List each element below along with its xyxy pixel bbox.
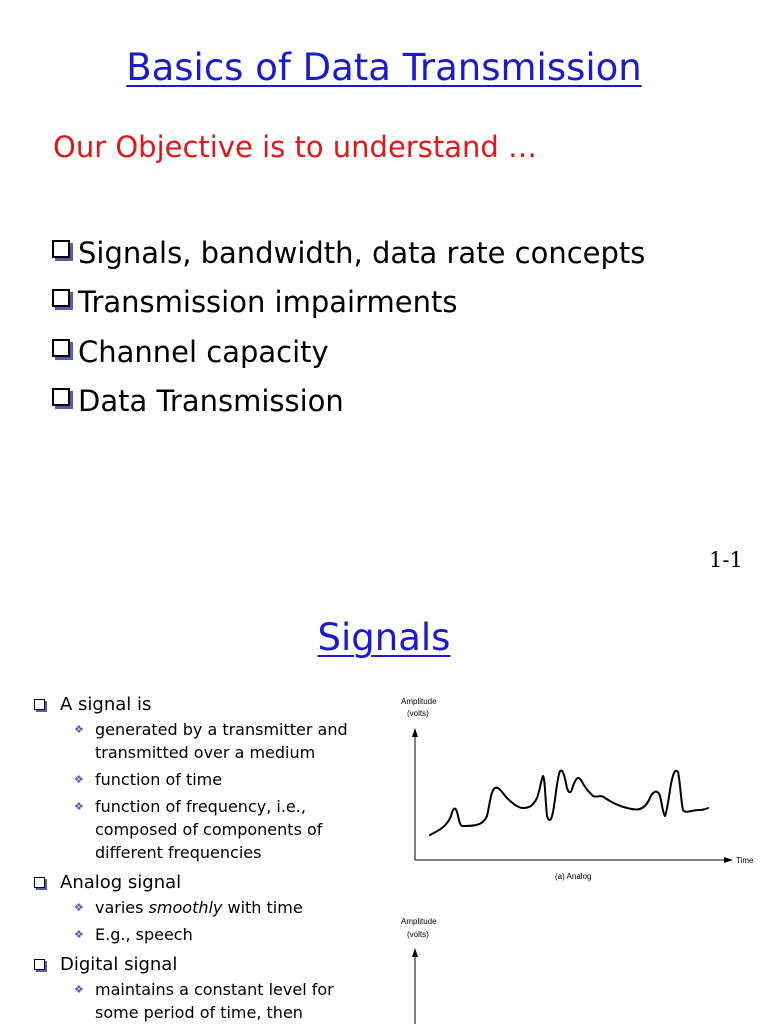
sub-bullet-text: varies	[95, 898, 149, 917]
sub-list-item	[34, 795, 394, 864]
sub-list-item	[34, 718, 394, 764]
diamond-bullet-icon: ❖	[74, 983, 84, 996]
diamond-bullet-icon: ❖	[74, 928, 84, 941]
list-item	[52, 228, 645, 278]
sub-list-item	[34, 896, 394, 919]
sub-list-item	[34, 923, 394, 946]
analog-signal-line	[430, 770, 708, 835]
y-axis-unit: (volts)	[407, 709, 429, 718]
signal-figure	[395, 688, 755, 1024]
emphasis-text: smoothly	[148, 898, 223, 917]
bullet-text: Data Transmission	[78, 384, 344, 419]
list-item	[34, 868, 394, 896]
checkbox-bullet-icon	[52, 240, 70, 258]
slide-title: Signals	[317, 616, 451, 659]
signal-bullets	[34, 690, 394, 1028]
y-axis-arrow-icon	[412, 728, 418, 737]
y-axis-arrow-icon	[412, 948, 418, 957]
x-axis-arrow-icon	[724, 857, 733, 863]
bullet-text: Signals, bandwidth, data rate concepts	[78, 235, 646, 270]
list-item	[52, 278, 645, 328]
x-axis-label: Time	[736, 856, 754, 865]
checkbox-bullet-icon	[52, 289, 70, 307]
list-item	[34, 950, 394, 978]
sub-bullet-text: function of frequency, i.e., composed of components of different frequencies	[95, 797, 323, 862]
slide-title: Basics of Data Transmission	[126, 46, 642, 89]
bullet-text: Digital signal	[60, 953, 178, 975]
diamond-bullet-icon: ❖	[74, 773, 84, 786]
diamond-bullet-icon: ❖	[74, 901, 84, 914]
checkbox-bullet-icon	[52, 388, 70, 406]
y-axis-unit: (volts)	[407, 930, 429, 939]
diamond-bullet-icon: ❖	[74, 723, 84, 736]
list-item	[34, 690, 394, 718]
bullet-text: Transmission impairments	[78, 285, 458, 320]
checkbox-bullet-icon	[34, 959, 45, 970]
sub-bullet-text: maintains a constant level for some period of time, then	[95, 980, 334, 1022]
sub-list-item	[34, 978, 394, 1024]
page-number: 1-1	[709, 548, 743, 572]
sub-bullet-text: generated by a transmitter and transmitted over a medium	[95, 720, 348, 762]
objective-text: Our Objective is to understand …	[53, 130, 537, 164]
checkbox-bullet-icon	[34, 699, 45, 710]
checkbox-bullet-icon	[34, 877, 45, 888]
bullet-list	[52, 228, 645, 426]
bullet-text: A signal is	[60, 693, 152, 715]
sub-bullet-text: E.g., speech	[95, 925, 193, 944]
bullet-text: Analog signal	[60, 871, 182, 893]
sub-list-item	[34, 768, 394, 791]
diamond-bullet-icon: ❖	[74, 800, 84, 813]
sub-bullet-text: function of time	[95, 770, 223, 789]
y-axis-label: Amplitude	[401, 697, 437, 706]
bullet-text: Channel capacity	[78, 334, 329, 369]
figure-caption: (a) Analog	[555, 872, 592, 881]
checkbox-bullet-icon	[52, 339, 70, 357]
sub-bullet-text: with time	[222, 898, 303, 917]
list-item	[52, 327, 645, 377]
y-axis-label: Amplitude	[401, 917, 437, 926]
list-item	[52, 377, 645, 427]
